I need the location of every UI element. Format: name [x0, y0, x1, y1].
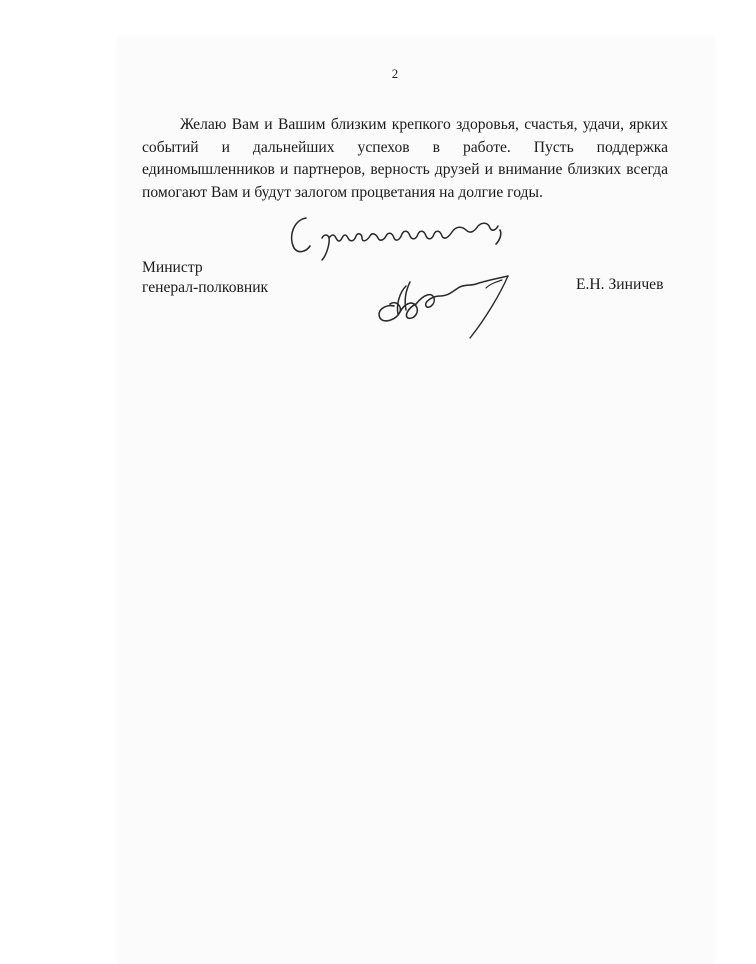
- signatory-name: Е.Н. Зиничев: [576, 276, 664, 293]
- letter-body-paragraph: Желаю Вам и Вашим близким крепкого здоровья, счастья, удачи, ярких событий и дальнейших успехов в работе. Пусть поддержка единомышленников и партнеров, верность друзей и внимание близких всегда помогают Вам и будут залогом процветания на долгие годы.: [142, 116, 668, 201]
- handwritten-closing: [284, 208, 514, 264]
- signature: [366, 264, 536, 342]
- page-number: 2: [391, 66, 399, 81]
- signatory-title-line2: генерал-полковник: [142, 279, 269, 296]
- signatory-title-line1: Министр: [142, 259, 203, 276]
- signatory-title: [142, 258, 268, 298]
